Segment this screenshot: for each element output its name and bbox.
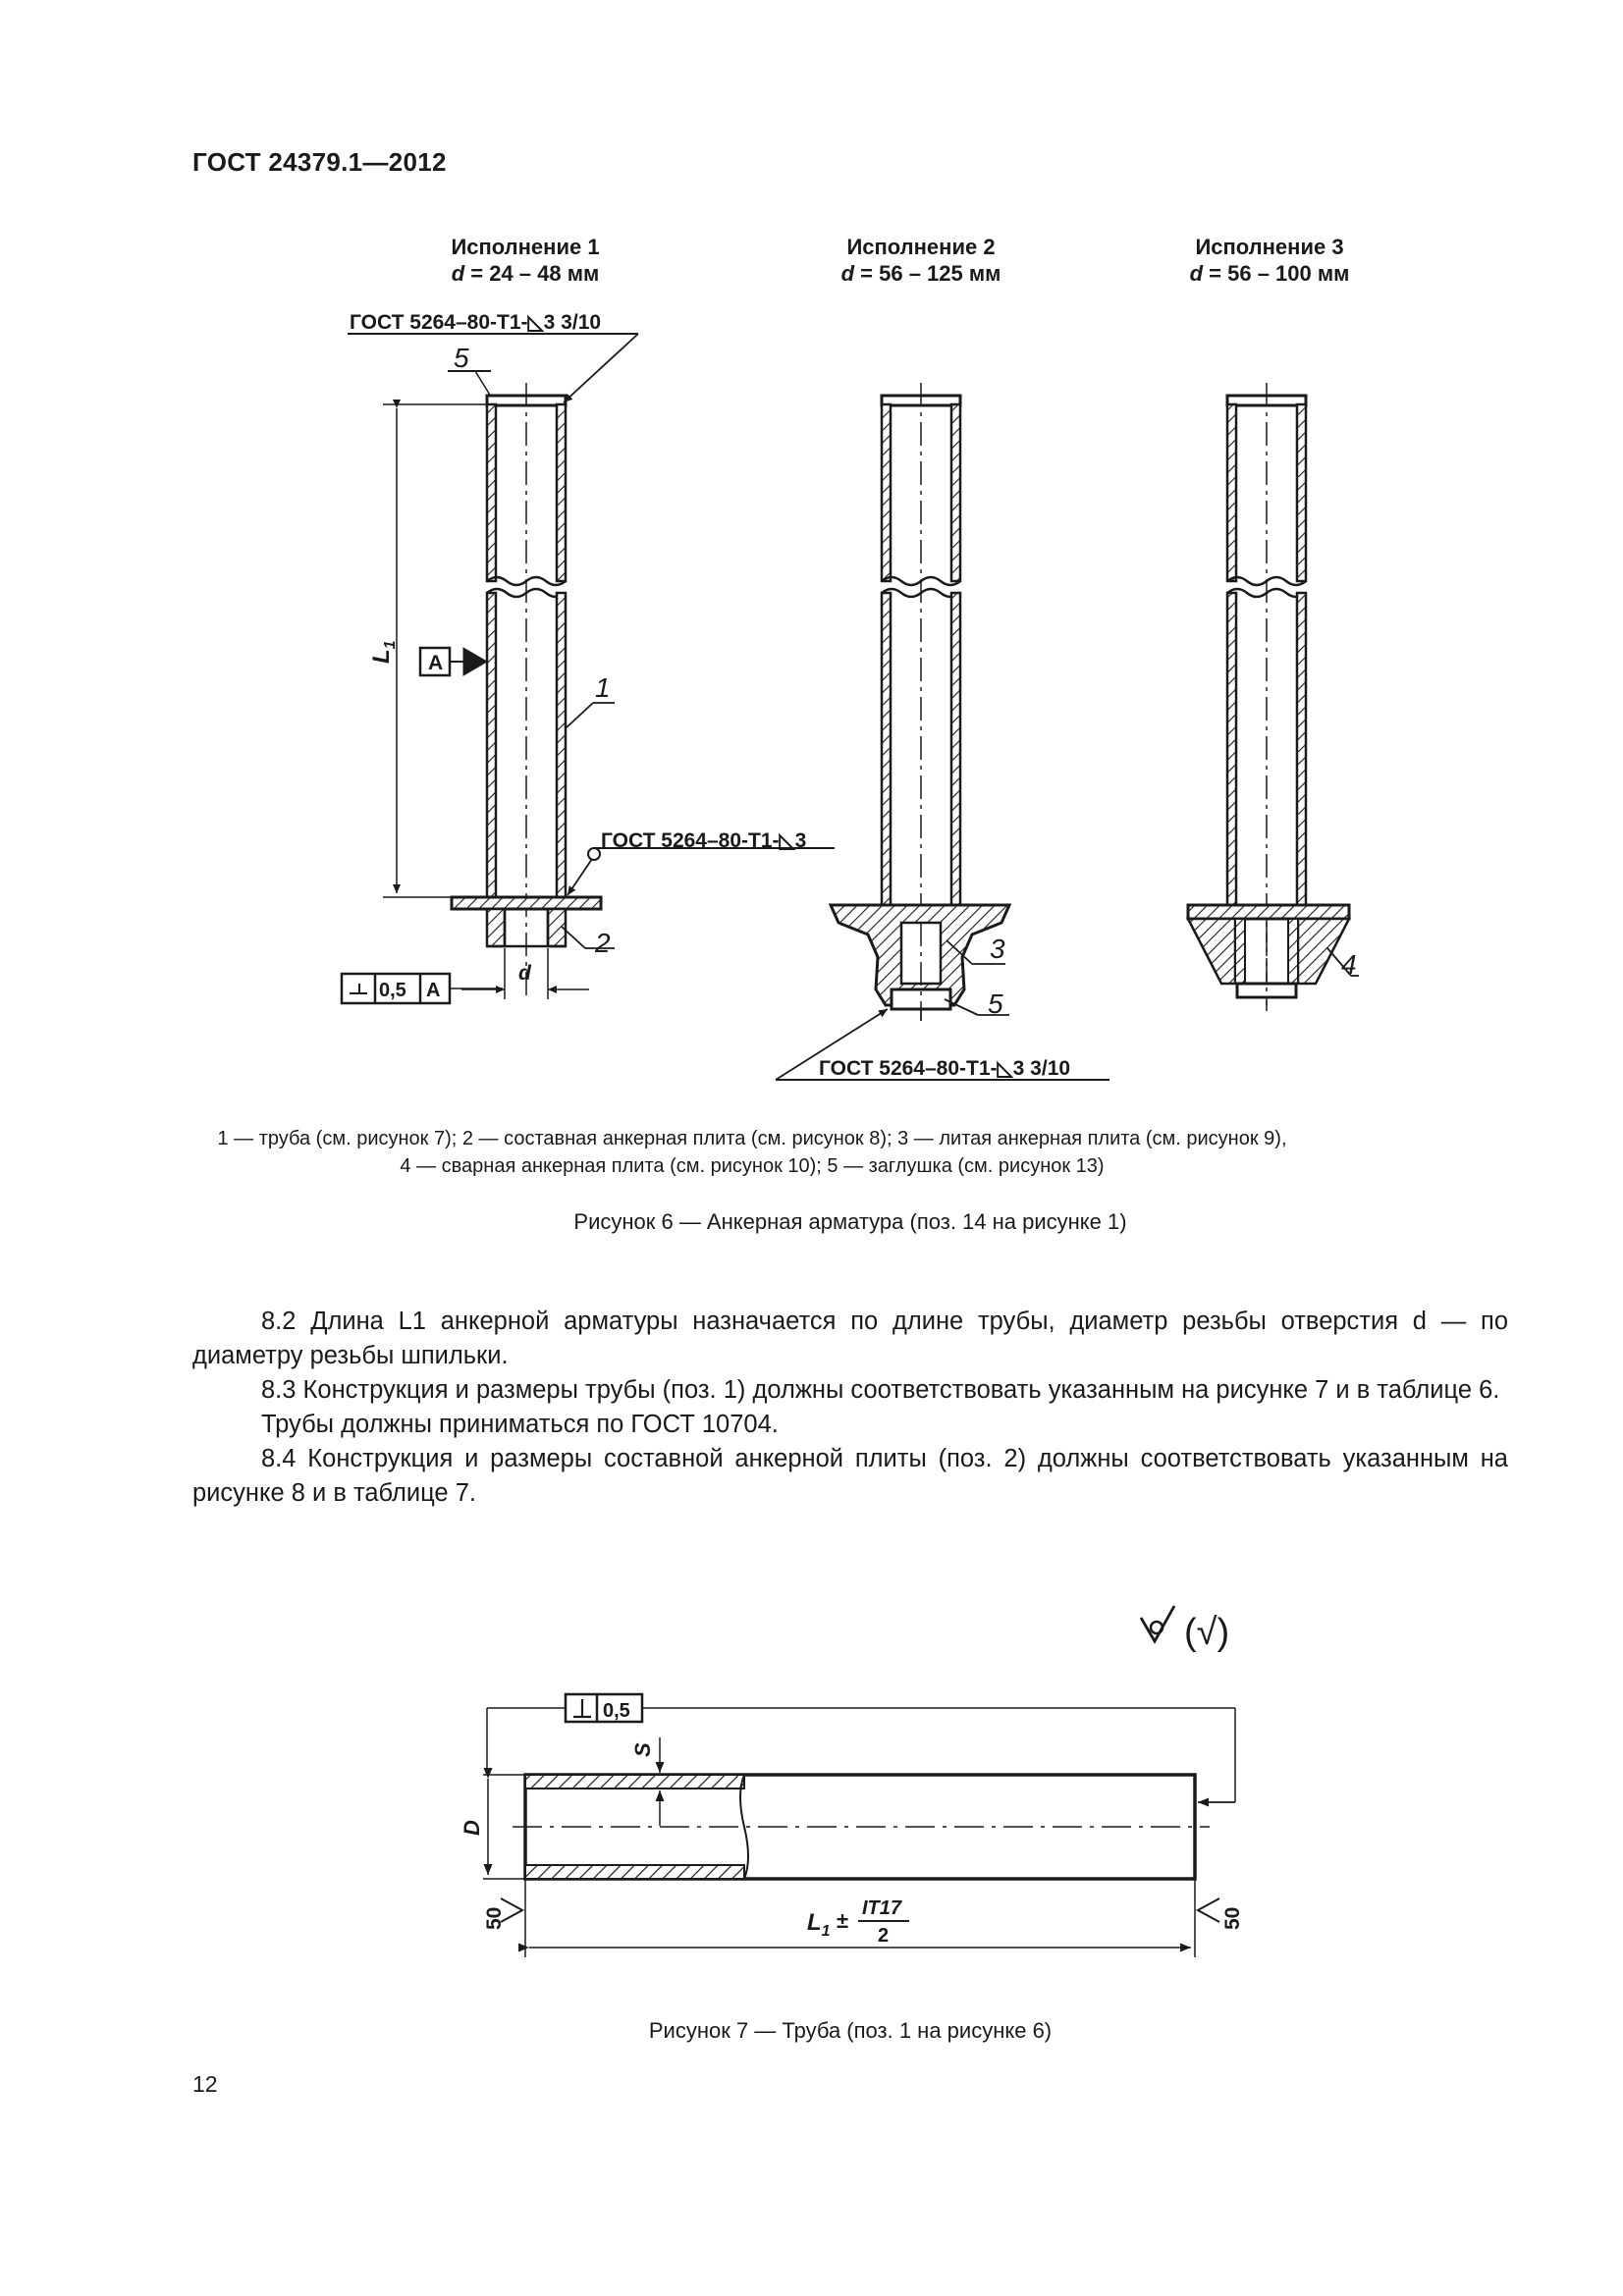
position-1: 1 xyxy=(595,672,611,703)
weld-label-bottom: ГОСТ 5264–80-Т1-◺3 3/10 xyxy=(819,1057,1071,1080)
fig7-tolerance-value: 0,5 xyxy=(603,1700,630,1722)
weld-label-mid: ГОСТ 5264–80-Т1-◺3 xyxy=(601,829,807,852)
variant-2-title: Исполнение 2 xyxy=(846,235,996,259)
svg-text:L1: $L_1$ xyxy=(807,1909,831,1940)
figure-6-drawing xyxy=(0,0,1623,1099)
dim-D: D xyxy=(460,1820,484,1836)
legend-line-2: 4 — сварная анкерная плита (см. рисунок 10); 5 — заглушка (см. рисунок 13) xyxy=(400,1155,1105,1177)
weld-label-top: ГОСТ 5264–80-Т1-◺3 3/10 xyxy=(350,311,602,334)
svg-text:IT17: IT17 xyxy=(862,1897,902,1919)
figure-6-legend xyxy=(192,1125,1312,1180)
variant-1-param: d = 24 – 48 мм xyxy=(451,261,600,286)
variant-3-drawing xyxy=(1188,383,1359,1011)
tolerance-datum: A xyxy=(426,980,441,1001)
svg-text:±: ± xyxy=(837,1908,849,1933)
figure-7-caption: Рисунок 7 — Труба (поз. 1 на рисунке 6) xyxy=(648,2018,1053,2043)
document-number: ГОСТ 24379.1—2012 xyxy=(192,147,447,177)
position-5-variant1: 5 xyxy=(454,343,469,373)
position-3: 3 xyxy=(990,934,1005,964)
dim-d: d xyxy=(518,962,531,985)
svg-text:L1: $L_1$ xyxy=(368,640,399,664)
chamfer-left: 50 xyxy=(483,1906,506,1930)
variant-3-title: Исполнение 3 xyxy=(1195,235,1344,259)
position-2: 2 xyxy=(595,928,611,958)
variant-2-drawing xyxy=(776,383,1109,1080)
page-number: 12 xyxy=(192,2071,218,2097)
tolerance-value: 0,5 xyxy=(379,980,406,1001)
roughness-symbol-icon xyxy=(1141,1606,1174,1641)
position-5-variant2: 5 xyxy=(988,988,1003,1019)
variant-1-title: Исполнение 1 xyxy=(451,235,600,259)
figure-7-drawing xyxy=(0,1571,1623,2022)
paragraph-8-3: 8.3 Конструкция и размеры трубы (поз. 1) должны соответствовать указанным на рисунке 7 и в таблице 6. xyxy=(261,1376,1500,1404)
position-4: 4 xyxy=(1341,949,1357,980)
dim-L1 xyxy=(368,640,399,664)
paragraph-8-2: 8.2 Длина L1 анкерной арматуры назначается по длине трубы, диаметр резьбы отверстия d — по диаметру резьбы шпильки. xyxy=(192,1308,1508,1369)
datum-A: A xyxy=(428,652,444,674)
variant-3-param: d = 56 – 100 мм xyxy=(1189,261,1350,286)
dim-S: S xyxy=(630,1742,655,1757)
paragraph-8-4: 8.4 Конструкция и размеры составной анкерной плиты (поз. 2) должны соответствовать указанным на рисунке 8 и в таблице 7. xyxy=(192,1445,1508,1507)
body-text xyxy=(192,1305,1508,1511)
variant-1-drawing xyxy=(342,334,835,1003)
chamfer-right: 50 xyxy=(1221,1906,1244,1930)
paragraph-pipes: Трубы должны приниматься по ГОСТ 10704. xyxy=(261,1411,779,1438)
legend-line-1: 1 — труба (см. рисунок 7); 2 — составная анкерная плита (см. рисунок 8); 3 — литая анкерная плита (см. рисунок 9), xyxy=(217,1128,1287,1149)
figure-6-caption: Рисунок 6 — Анкерная арматура (поз. 14 на рисунке 1) xyxy=(573,1209,1127,1234)
variant-2-param: d = 56 – 125 мм xyxy=(840,261,1001,286)
svg-text:2: 2 xyxy=(878,1925,890,1947)
roughness-note: (√) xyxy=(1184,1612,1230,1653)
